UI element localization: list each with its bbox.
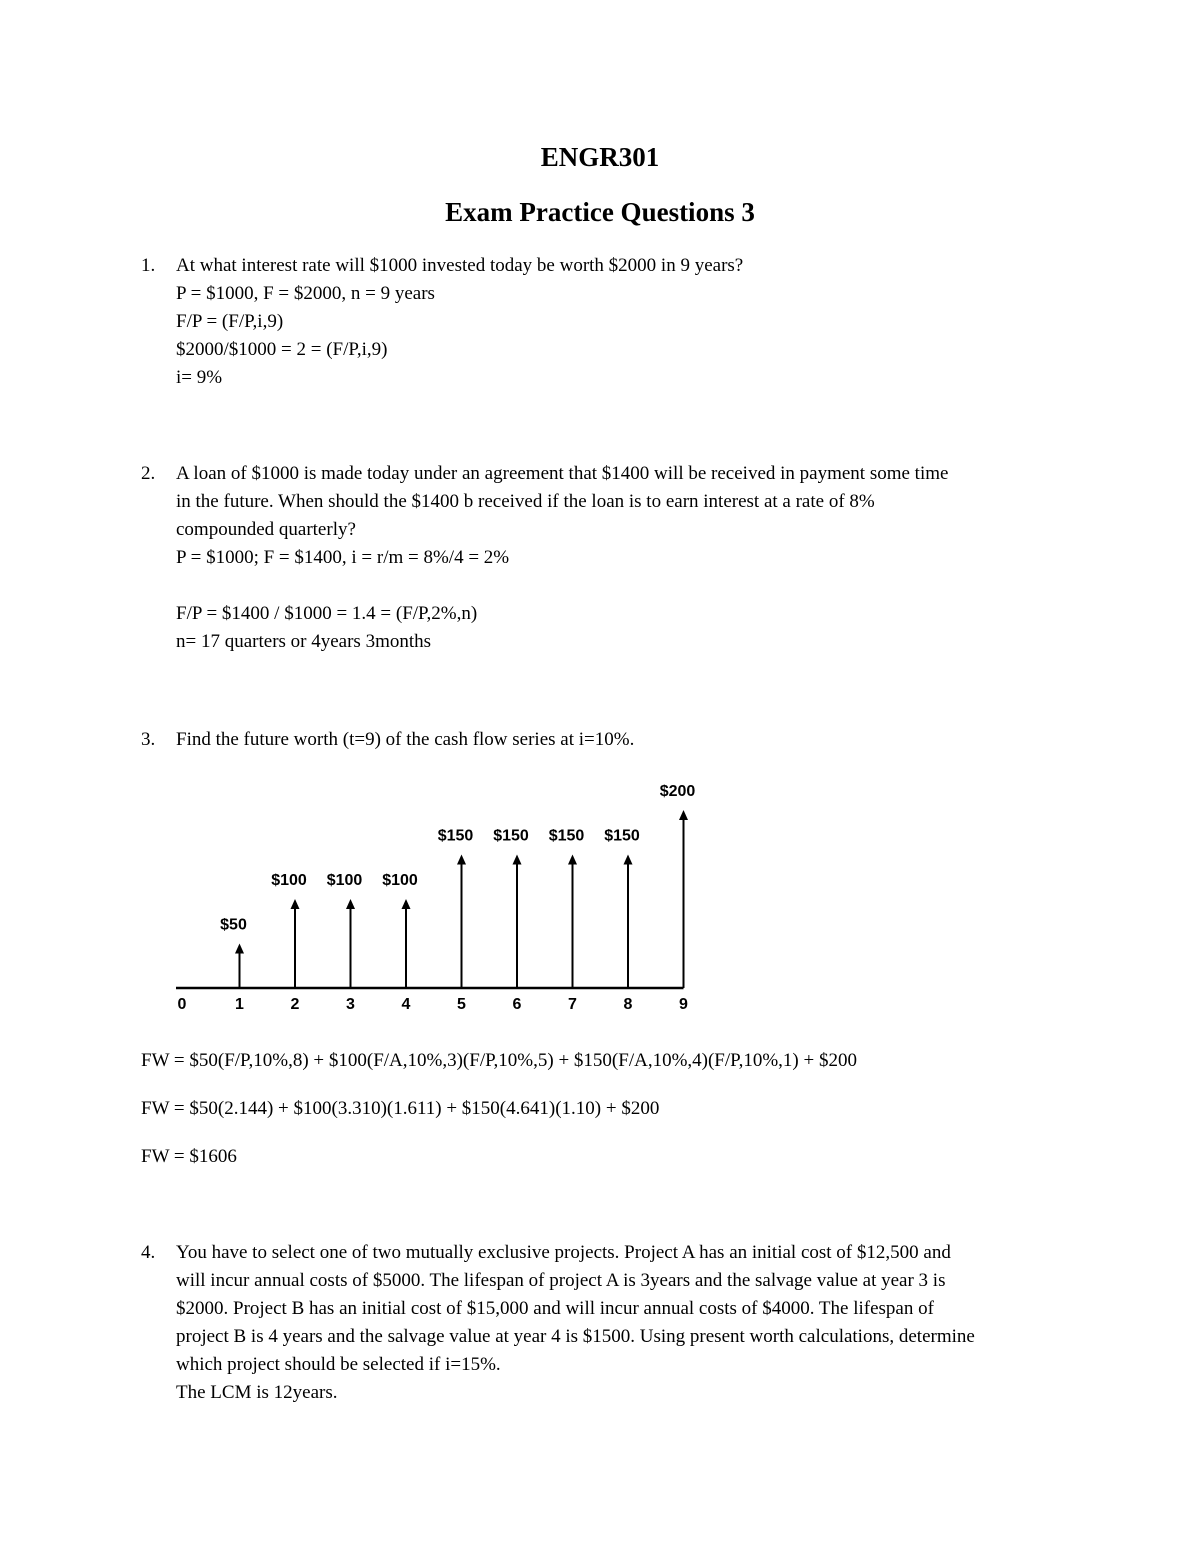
cash-flow-label: $100 xyxy=(326,872,363,889)
cash-flow-label: $50 xyxy=(220,916,247,934)
period-tick-label: 0 xyxy=(177,996,187,1013)
arrow-head xyxy=(457,855,466,865)
q1-line: $2000/$1000 = 2 = (F/P,i,9) xyxy=(176,339,388,360)
q4-question-line: will incur annual costs of $5000. The lifespan of project A is 3years and the salvage value at year 3 is xyxy=(176,1270,946,1291)
q3-number: 3. xyxy=(141,729,156,750)
period-tick-label: 8 xyxy=(623,996,633,1013)
arrow-head xyxy=(235,944,244,954)
q2-line: F/P = $1400 / $1000 = 1.4 = (F/P,2%,n) xyxy=(176,603,478,624)
period-tick-label: 5 xyxy=(457,996,466,1013)
cash-flow-label: $100 xyxy=(271,872,307,889)
cash-flow-label: $150 xyxy=(493,827,529,845)
q2-line: n= 17 quarters or 4years 3months xyxy=(176,631,432,652)
cash-flow-label: $150 xyxy=(437,827,474,845)
fw-result-line: FW = $1606 xyxy=(141,1146,237,1167)
cash-flow-label: $200 xyxy=(659,783,696,800)
cash-flow-diagram xyxy=(0,780,1200,1020)
arrow-head xyxy=(624,855,633,865)
fw-formula-line: FW = $50(2.144) + $100(3.310)(1.611) + $150(4.641)(1.10) + $200 xyxy=(141,1098,660,1119)
q1-line: F/P = (F/P,i,9) xyxy=(176,311,284,332)
period-tick-label: 4 xyxy=(401,996,411,1013)
q2-question-line: in the future. When should the $1400 b received if the loan is to earn interest at a rate of 8% xyxy=(176,491,875,512)
q4-question-line: project B is 4 years and the salvage value at year 4 is $1500. Using present worth calculations, determine xyxy=(176,1326,975,1347)
arrow-head xyxy=(291,899,300,909)
cash-flow-label: $100 xyxy=(382,872,418,889)
course-title: ENGR301 xyxy=(540,142,660,172)
q2-question-line: compounded quarterly? xyxy=(176,519,356,540)
period-tick-label: 3 xyxy=(346,996,355,1013)
arrow-head xyxy=(346,899,355,909)
arrow-head xyxy=(513,855,522,865)
q4-question-line: You have to select one of two mutually exclusive projects. Project A has an initial cost of $12,500 and xyxy=(176,1242,951,1263)
q4-number: 4. xyxy=(141,1242,156,1263)
q1-line: i= 9% xyxy=(176,367,223,388)
arrow-head xyxy=(568,855,577,865)
q2-number: 2. xyxy=(141,463,156,484)
q1-number: 1. xyxy=(141,255,156,276)
q4-question-line: $2000. Project B has an initial cost of $15,000 and will incur annual costs of $4000. The lifespan of xyxy=(176,1298,934,1319)
q4-question-line: which project should be selected if i=15%. xyxy=(176,1354,501,1375)
period-tick-label: 7 xyxy=(568,996,577,1013)
q1-line: P = $1000, F = $2000, n = 9 years xyxy=(176,283,435,304)
q4-line: The LCM is 12years. xyxy=(176,1382,338,1403)
period-tick-label: 9 xyxy=(679,996,688,1013)
q2-line: P = $1000; F = $1400, i = r/m = 8%/4 = 2% xyxy=(176,547,510,568)
arrow-head xyxy=(402,899,411,909)
arrow-head xyxy=(679,810,688,820)
cash-flow-label: $150 xyxy=(548,827,585,845)
q3-question: Find the future worth (t=9) of the cash flow series at i=10%. xyxy=(176,729,635,750)
q1-question: At what interest rate will $1000 invested today be worth $2000 in 9 years? xyxy=(176,255,744,276)
fw-formula-line: FW = $50(F/P,10%,8) + $100(F/A,10%,3)(F/P,10%,5) + $150(F/A,10%,4)(F/P,10%,1) + $200 xyxy=(141,1050,857,1071)
page-title: Exam Practice Questions 3 xyxy=(445,197,755,227)
period-tick-label: 2 xyxy=(290,996,300,1013)
period-tick-label: 1 xyxy=(235,996,244,1013)
period-tick-label: 6 xyxy=(512,996,522,1013)
cash-flow-label: $150 xyxy=(604,827,640,845)
q2-question-line: A loan of $1000 is made today under an agreement that $1400 will be received in payment some time xyxy=(176,463,949,484)
